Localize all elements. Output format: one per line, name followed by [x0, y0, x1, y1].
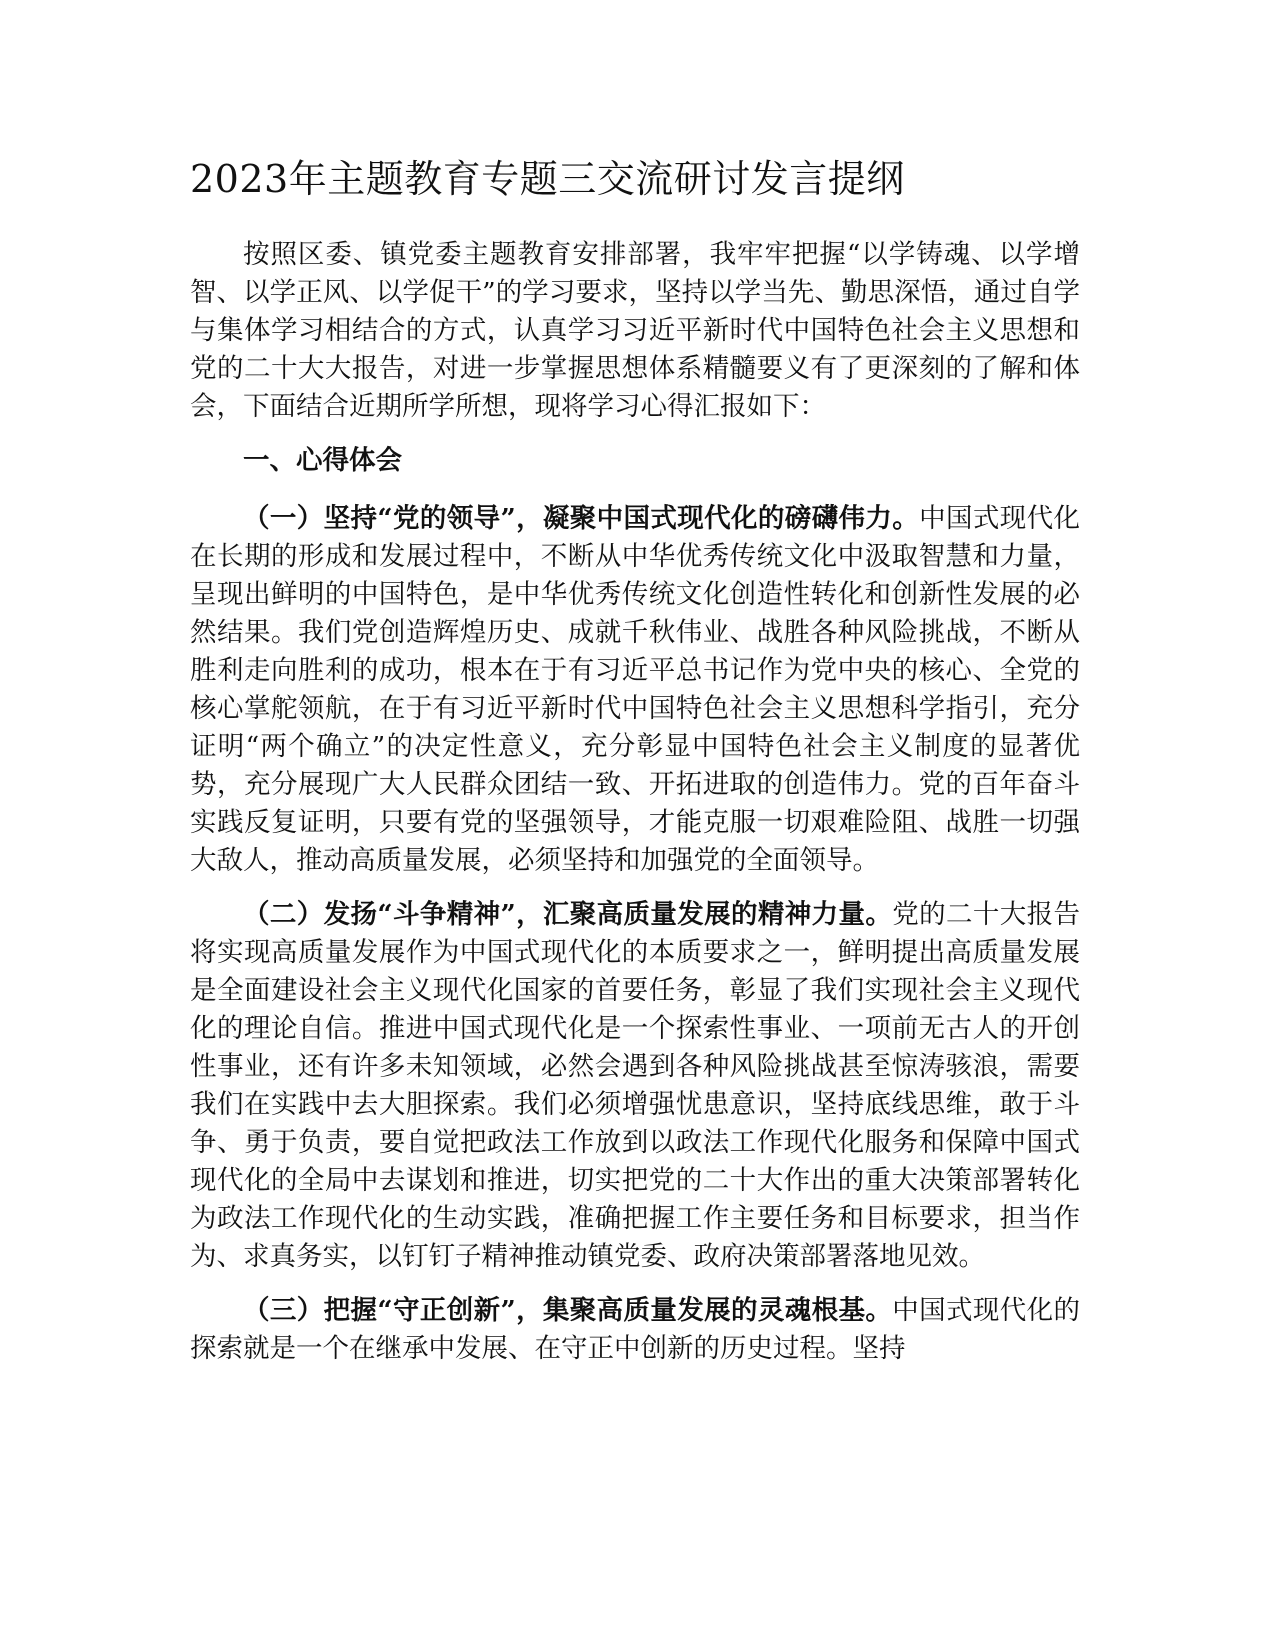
point-text-3: 中国式现代化的探索就是一个在继承中发展、在守正中创新的历史过程。坚持 [190, 1295, 1080, 1364]
point-text-1: 中国式现代化在长期的形成和发展过程中，不断从中华优秀传统文化中汲取智慧和力量，呈现出鲜明的中国特色，是中华优秀传统文化创造性转化和创新性发展的必然结果。我们党创造辉煌历史、成就千秋伟业、战胜各种风险挑战，不断从胜利走向胜利的成功，根本在于有习近平总书记作为党中央的核心、全党的核心掌舵领航，在于有习近平新时代中国特色社会主义思想科学指引，充分证明“两个确立”的决定性意义，充分彰显中国特色社会主义制度的显著优势，充分展现广大人民群众团结一致、开拓进取的创造伟力。党的百年奋斗实践反复证明，只要有党的坚强领导，才能克服一切艰难险阻、战胜一切强大敌人，推动高质量发展，必须坚持和加强党的全面领导。 [190, 503, 1080, 876]
section-heading: 一、心得体会 [243, 445, 402, 476]
document-body [190, 148, 1080, 1384]
point-lead-1: （一）坚持“党的领导”，凝聚中国式现代化的磅礴伟力。 [243, 503, 920, 534]
point-paragraph-1 [190, 500, 1080, 880]
point-paragraph-3 [190, 1292, 1080, 1368]
point-text-2: 党的二十大报告将实现高质量发展作为中国式现代化的本质要求之一，鲜明提出高质量发展是全面建设社会主义现代化国家的首要任务，彰显了我们实现社会主义现代化的理论自信。推进中国式现代化是一个探索性事业、一项前无古人的开创性事业，还有许多未知领域，必然会遇到各种风险挑战甚至惊涛骇浪，需要我们在实践中去大胆探索。我们必须增强忧患意识，坚持底线思维，敢于斗争、勇于负责，要自觉把政法工作放到以政法工作现代化服务和保障中国式现代化的全局中去谋划和推进，切实把党的二十大作出的重大决策部署转化为政法工作现代化的生动实践，准确把握工作主要任务和目标要求，担当作为、求真务实，以钉钉子精神推动镇党委、政府决策部署落地见效。 [190, 899, 1080, 1272]
point-lead-3: （三）把握“守正创新”，集聚高质量发展的灵魂根基。 [243, 1295, 893, 1326]
intro-paragraph: 按照区委、镇党委主题教育安排部署，我牢牢把握“以学铸魂、以学增智、以学正风、以学促干”的学习要求，坚持以学当先、勤思深悟，通过自学与集体学习相结合的方式，认真学习习近平新时代中国特色社会主义思想和党的二十大大报告，对进一步掌握思想体系精髓要义有了更深刻的了解和体会，下面结合近期所学所想，现将学习心得汇报如下： [190, 239, 1080, 422]
document-title: 2023年主题教育专题三交流研讨发言提纲 [190, 157, 905, 201]
point-lead-2: （二）发扬“斗争精神”，汇聚高质量发展的精神力量。 [243, 899, 893, 930]
point-paragraph-2 [190, 896, 1080, 1276]
